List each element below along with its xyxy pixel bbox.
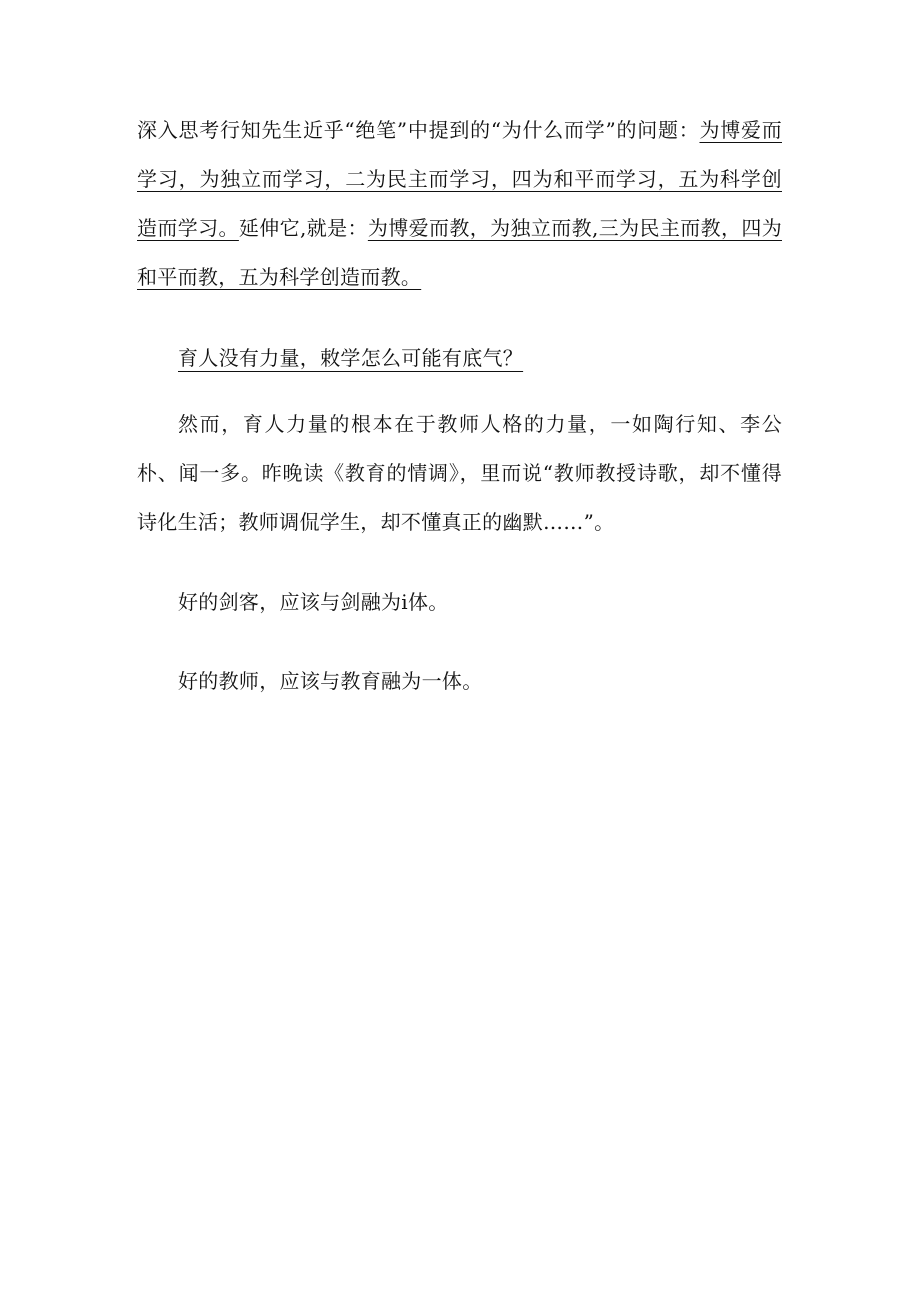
paragraph-intro-text: 深入思考行知先生近乎“绝笔”中提到的“为什么而学”的问题：	[137, 118, 700, 142]
underlined-learning-purposes: 为博爱而学习，为独立而学习，二为民主而学习，四为和平而学习，五为科学创造而学习。	[137, 118, 782, 240]
paragraph-teacher: 好的教师，应该与教育融为一体。	[178, 669, 483, 693]
underlined-teaching-purposes: 为博爱而教，为独立而教,三为民主而教，四为和平而教，五为科学创造而教。	[137, 216, 782, 289]
paragraph-teacher-personality: 然而，育人力量的根本在于教师人格的力量，一如陶行知、李公朴、闻一多。昨晚读《教育的情调》，里而说“教师教授诗歌，却不懂得诗化生活；教师调侃学生，却不懂真正的幽默……”。	[137, 412, 782, 534]
paragraph-swordsman: 好的剑客，应该与剑融为i体。	[178, 590, 449, 614]
paragraph-middle-text: 延伸它,就是：	[238, 216, 368, 240]
section-heading: 育人没有力量，敕学怎么可能有底气？	[178, 346, 524, 370]
paragraph-why-learn	[137, 106, 782, 302]
